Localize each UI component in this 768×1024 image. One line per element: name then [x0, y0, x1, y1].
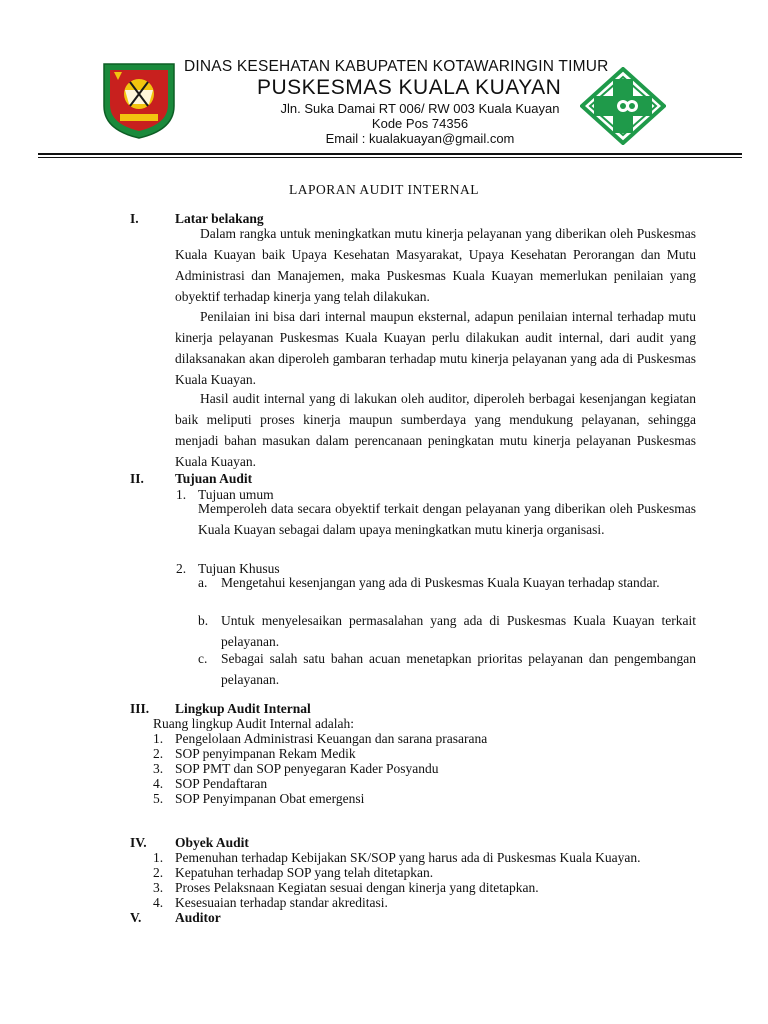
- lingkup-item-5: SOP Penyimpanan Obat emergensi: [175, 791, 365, 806]
- obyek-item-2: Kepatuhan terhadap SOP yang telah ditetapkan.: [175, 865, 434, 880]
- lingkup-item-3-mark: 3.: [153, 761, 164, 776]
- lingkup-item-4-mark: 4.: [153, 776, 164, 791]
- tujuan-umum-number: 1.: [176, 487, 187, 502]
- obyek-item-3-mark: 3.: [153, 880, 164, 895]
- lingkup-item-3: SOP PMT dan SOP penyegaran Kader Posyandu: [175, 761, 439, 776]
- section-4-title: Obyek Audit: [175, 835, 249, 850]
- section-3-intro: Ruang lingkup Audit Internal adalah:: [153, 716, 354, 731]
- section-5-number: V.: [130, 910, 142, 925]
- obyek-item-2-mark: 2.: [153, 865, 164, 880]
- tujuan-umum-text: Memperoleh data secara obyektif terkait dengan pelayanan yang diberikan oleh Puskesmas Kuala Kuayan sebagai dalam upaya meningkatkan mutu kinerja organisasi.: [198, 501, 696, 537]
- document-title: LAPORAN AUDIT INTERNAL: [289, 182, 479, 197]
- lingkup-item-2-mark: 2.: [153, 746, 164, 761]
- header-address-block: [250, 101, 590, 146]
- section-4-number: IV.: [130, 835, 147, 850]
- kotawaringin-timur-emblem-icon: [100, 60, 178, 140]
- tujuan-khusus-label: Tujuan Khusus: [198, 561, 280, 576]
- obyek-item-1: Pemenuhan terhadap Kebijakan SK/SOP yang harus ada di Puskesmas Kuala Kuayan.: [175, 850, 641, 865]
- header-address: Jln. Suka Damai RT 006/ RW 003 Kuala Kuayan: [280, 101, 560, 116]
- header-email: Email : kualakuayan@gmail.com: [325, 131, 515, 146]
- obyek-item-4-mark: 4.: [153, 895, 164, 910]
- lingkup-item-1-mark: 1.: [153, 731, 164, 746]
- khusus-item-c: Sebagai salah satu bahan acuan menetapkan prioritas pelayanan dan pengembangan pelayanan.: [221, 651, 696, 687]
- lingkup-item-4: SOP Pendaftaran: [175, 776, 268, 791]
- khusus-item-b: Untuk menyelesaikan permasalahan yang ada di Puskesmas Kuala Kuayan terkait pelayanan.: [221, 613, 696, 649]
- header-divider-thin: [38, 157, 742, 158]
- lingkup-item-1: Pengelolaan Administrasi Keuangan dan sarana prasarana: [175, 731, 488, 746]
- obyek-item-4: Kesesuaian terhadap standar akreditasi.: [175, 895, 388, 910]
- header-postal: Kode Pos 74356: [371, 116, 469, 131]
- khusus-item-c-mark: c.: [198, 651, 208, 666]
- obyek-item-3: Proses Pelaksnaan Kegiatan sesuai dengan kinerja yang ditetapkan.: [175, 880, 539, 895]
- section-1-number: I.: [130, 211, 139, 226]
- header-agency: DINAS KESEHATAN KABUPATEN KOTAWARINGIN TIMUR: [184, 58, 609, 75]
- header-divider-thick: [38, 153, 742, 155]
- tujuan-umum-label: Tujuan umum: [198, 487, 274, 502]
- section-5-title: Auditor: [175, 910, 221, 925]
- section-3-title: Lingkup Audit Internal: [175, 701, 311, 716]
- section-1-paragraph-3: Hasil audit internal yang di lakukan oleh auditor, diperoleh berbagai kesenjangan kegiatan baik meliputi proses kinerja maupun sumberdaya yang mendukung pelayanan, sehingga menjadi bahan masukan dalam perencanaan peningkatan mutu kinerja pelayanan Puskesmas Kuala Kuayan.: [175, 391, 696, 469]
- puskesmas-cross-icon: [580, 67, 666, 145]
- header-facility: PUSKESMAS KUALA KUAYAN: [257, 76, 562, 99]
- section-2-number: II.: [130, 471, 144, 486]
- lingkup-item-2: SOP penyimpanan Rekam Medik: [175, 746, 356, 761]
- section-1-paragraph-2: Penilaian ini bisa dari internal maupun eksternal, adapun penilaian internal terhadap mutu kinerja pelayanan Puskesmas Kuala Kuayan perlu dilakukan audit internal, dari audit yang dilaksanakan akan diperoleh gambaran terhadap mutu kinerja pelayanan yang ada di Puskesmas Kuala Kuayan.: [175, 309, 696, 387]
- khusus-item-a: Mengetahui kesenjangan yang ada di Puskesmas Kuala Kuayan terhadap standar.: [221, 575, 660, 590]
- tujuan-khusus-number: 2.: [176, 561, 187, 576]
- section-3-number: III.: [130, 701, 150, 716]
- obyek-item-1-mark: 1.: [153, 850, 164, 865]
- lingkup-item-5-mark: 5.: [153, 791, 164, 806]
- section-1-title: Latar belakang: [175, 211, 264, 226]
- khusus-item-b-mark: b.: [198, 613, 209, 628]
- section-2-title: Tujuan Audit: [175, 471, 253, 486]
- khusus-item-a-mark: a.: [198, 575, 208, 590]
- section-1-paragraph-1: Dalam rangka untuk meningkatkan mutu kinerja pelayanan yang diberikan oleh Puskesmas Kuala Kuayan baik Upaya Kesehatan Masyarakat, Upaya Kesehatan Perorangan dan Mutu Administrasi dan Manajemen, maka Puskesmas Kuala Kuayan memerlukan penilaian yang obyektif terhadap kinerja yang telah dilakukan.: [175, 226, 696, 304]
